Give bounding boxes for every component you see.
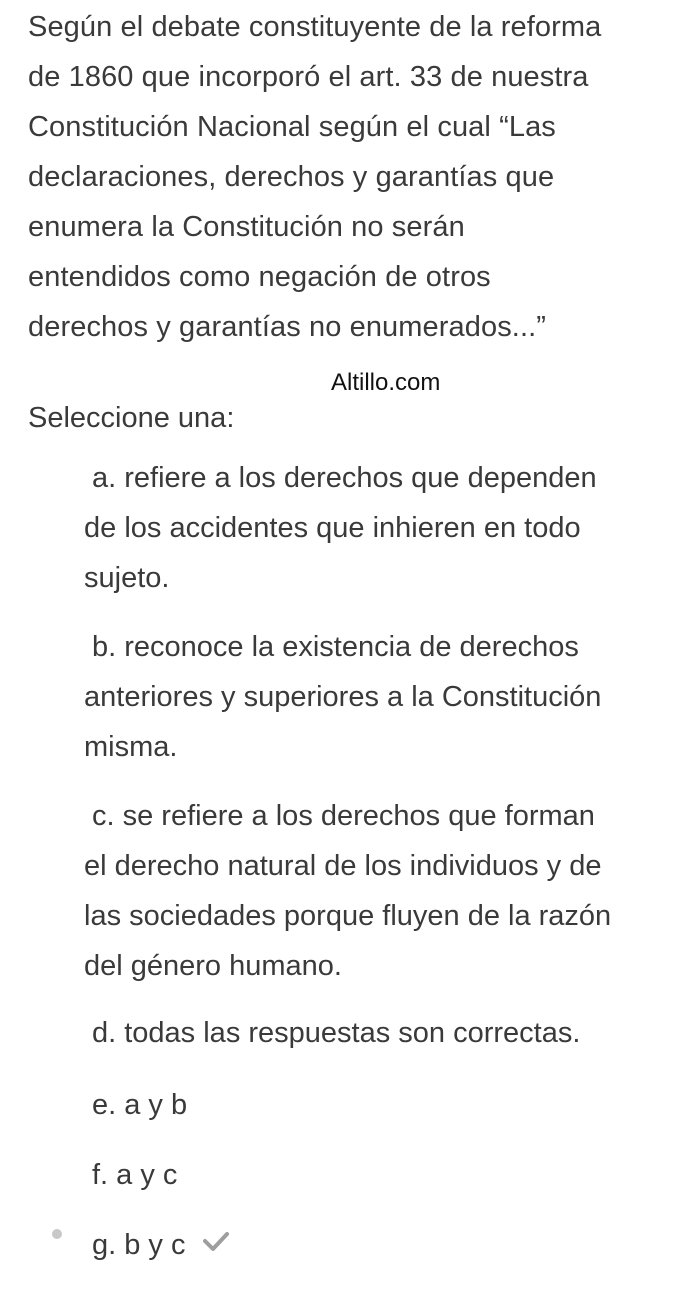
option-f-line: f. a y c bbox=[92, 1159, 178, 1191]
option-a-line: sujeto. bbox=[84, 562, 170, 594]
option-a[interactable] bbox=[84, 453, 684, 603]
watermark-text: Altillo.com bbox=[331, 369, 441, 396]
question-line: Según el debate constituyente de la reforma bbox=[28, 11, 602, 43]
option-c[interactable] bbox=[84, 791, 684, 991]
option-b-line: anteriores y superiores a la Constitución bbox=[84, 681, 602, 713]
option-a-line: a. refiere a los derechos que dependen bbox=[92, 462, 597, 494]
option-e[interactable] bbox=[84, 1080, 684, 1130]
option-c-line: c. se refiere a los derechos que forman bbox=[92, 800, 595, 832]
check-icon bbox=[202, 1218, 230, 1268]
question-line: de 1860 que incorporó el art. 33 de nuestra bbox=[28, 61, 589, 93]
option-b[interactable] bbox=[84, 622, 684, 772]
option-d-line: d. todas las respuestas son correctas. bbox=[92, 1017, 581, 1049]
option-g-line bbox=[84, 1220, 684, 1270]
option-g[interactable] bbox=[84, 1220, 684, 1270]
option-c-line: del género humano. bbox=[84, 950, 342, 982]
question-line: declaraciones, derechos y garantías que bbox=[28, 161, 555, 193]
option-f[interactable] bbox=[84, 1150, 684, 1200]
option-c-line: el derecho natural de los individuos y de bbox=[84, 850, 602, 882]
option-d[interactable] bbox=[84, 1008, 684, 1058]
option-e-line: e. a y b bbox=[92, 1089, 188, 1121]
option-b-line: b. reconoce la existencia de derechos bbox=[92, 631, 579, 663]
option-g-label: g. b y c bbox=[92, 1229, 186, 1261]
radio-selected-dot[interactable] bbox=[52, 1229, 62, 1239]
option-c-line: las sociedades porque fluyen de la razón bbox=[84, 900, 612, 932]
question-line: enumera la Constitución no serán bbox=[28, 211, 465, 243]
question-line: derechos y garantías no enumerados...” bbox=[28, 311, 547, 343]
question-line: Constitución Nacional según el cual “Las bbox=[28, 111, 556, 143]
option-b-line: misma. bbox=[84, 731, 178, 763]
question-line: entendidos como negación de otros bbox=[28, 261, 491, 293]
select-prompt: Seleccione una: bbox=[28, 402, 235, 434]
option-a-line: de los accidentes que inhieren en todo bbox=[84, 512, 581, 544]
